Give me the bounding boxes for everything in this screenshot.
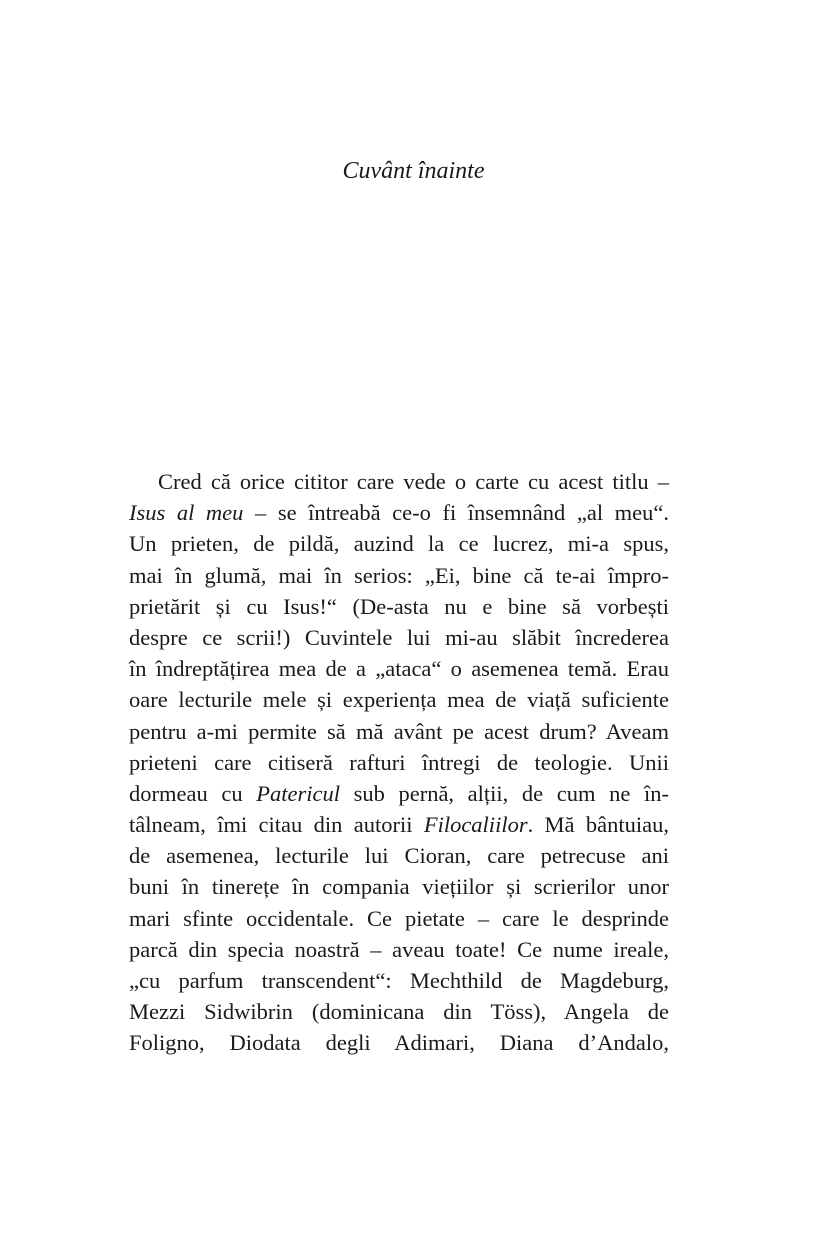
text-line	[129, 809, 669, 840]
text-line	[129, 528, 669, 559]
text-line	[129, 653, 669, 684]
text-run: buni în tinerețe în compania viețiilor și scrierilor unor	[129, 874, 669, 900]
text-run: Foligno, Diodata degli Adimari, Diana d’Andalo,	[129, 1030, 669, 1056]
text-run: „cu parfum transcendent“: Mechthild de Magdeburg,	[129, 968, 669, 993]
text-run: sub pernă, alții, de cum ne în-	[339, 780, 669, 806]
text-run: dormeau cu	[129, 780, 257, 806]
text-line	[129, 622, 669, 653]
text-line	[129, 684, 669, 715]
text-run: Cred că orice cititor care vede o carte cu acest titlu –	[158, 469, 669, 494]
text-run: – se întreabă ce-o fi însemnând „al meu“.	[243, 500, 669, 526]
text-line	[129, 903, 669, 934]
book-title-italic: Isus al meu	[129, 500, 244, 526]
text-run: oare lecturile mele și experiența mea de viață suficiente	[129, 687, 669, 713]
text-run: Un prieten, de pildă, auzind la ce lucrez, mi-a spus,	[129, 531, 669, 557]
text-run: în îndreptățirea mea de a „ataca“ o asemenea temă. Erau	[129, 656, 669, 682]
text-run: prietărit și cu Isus!“ (De-asta nu e bine să vorbești	[129, 593, 669, 619]
text-run: de asemenea, lecturile lui Cioran, care petrecuse ani	[129, 843, 669, 869]
body-text	[129, 466, 669, 1059]
text-line	[129, 747, 669, 778]
text-run: despre ce scrii!) Cuvintele lui mi-au slăbit încrederea	[129, 624, 669, 650]
book-title-italic: Filocaliilor	[423, 812, 528, 838]
chapter-title: Cuvânt înainte	[342, 158, 485, 184]
book-title-italic: Patericul	[256, 780, 340, 806]
text-run: . Mă bântuiau,	[527, 812, 670, 838]
text-run: mari sfinte occidentale. Ce pietate – care le desprinde	[129, 905, 669, 931]
text-run: prieteni care citiseră rafturi întregi de teologie. Unii	[129, 749, 669, 775]
text-run: Mezzi Sidwibrin (dominicana din Töss), Angela de	[129, 999, 669, 1025]
text-line	[129, 996, 669, 1027]
text-line	[129, 778, 669, 809]
text-line	[129, 1027, 669, 1058]
text-run: pentru a-mi permite să mă avânt pe acest drum? Aveam	[129, 718, 669, 744]
text-line	[129, 840, 669, 871]
text-line	[129, 497, 669, 528]
text-line	[129, 934, 669, 965]
text-line	[129, 560, 669, 591]
text-line	[129, 466, 669, 497]
text-line	[129, 591, 669, 622]
text-line	[129, 965, 669, 996]
text-run: tâlneam, îmi citau din autorii	[129, 812, 424, 838]
text-run: parcă din specia noastră – aveau toate! Ce nume ireale,	[129, 936, 669, 962]
text-line	[129, 871, 669, 902]
text-run: mai în glumă, mai în serios: „Ei, bine că te-ai împro-	[129, 562, 669, 588]
text-line	[129, 716, 669, 747]
